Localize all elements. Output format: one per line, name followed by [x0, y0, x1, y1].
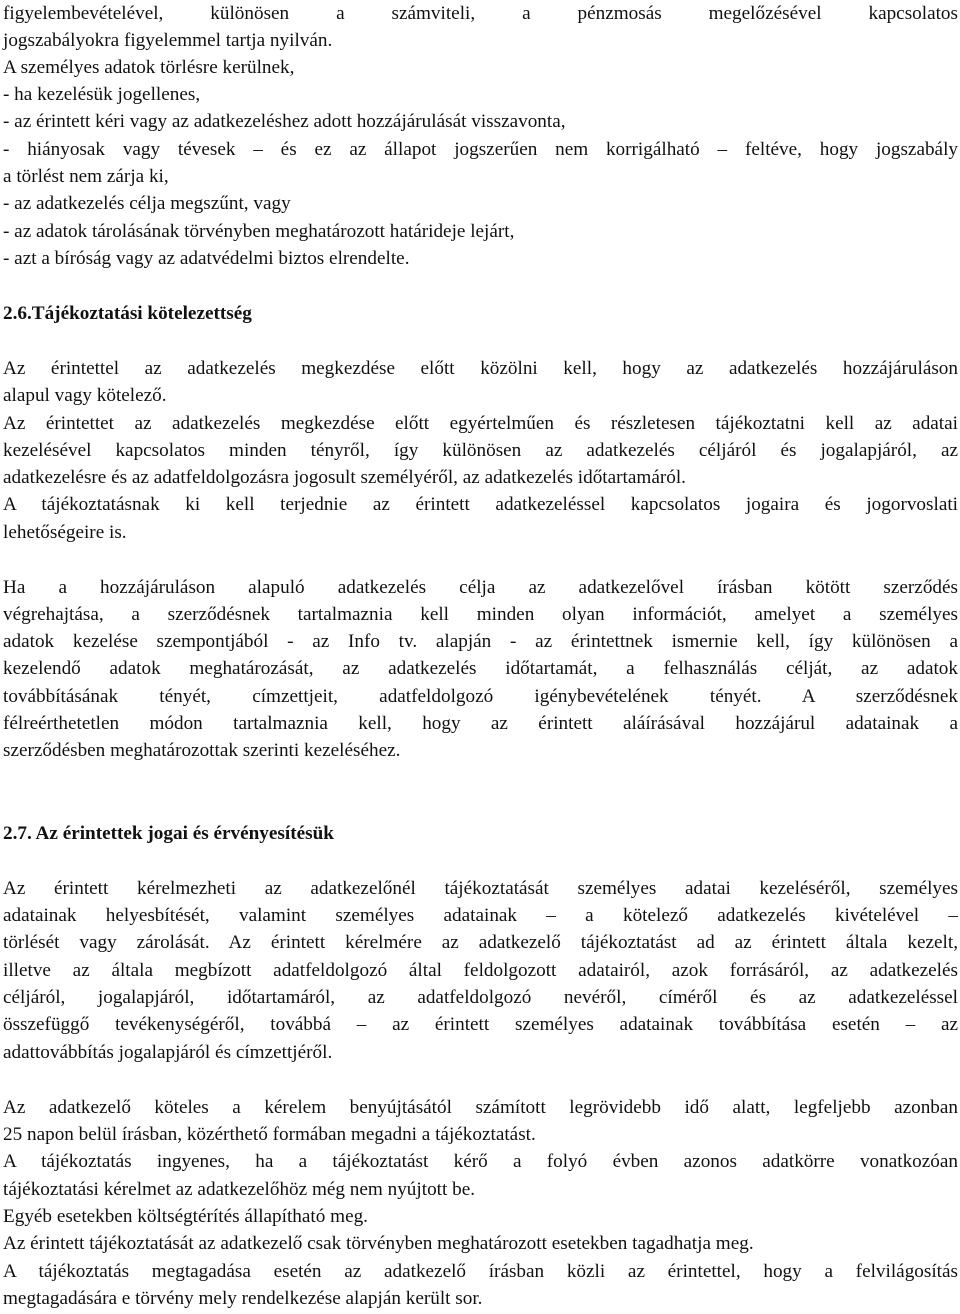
text-line: A személyes adatok törlésre kerülnek, [3, 57, 295, 78]
text-line: Ha a hozzájáruláson alapuló adatkezelés célja az adatkezelővel írásban kötött szerződés [3, 577, 958, 598]
text-line: Az érintett tájékoztatását az adatkezelő csak törvényben meghatározott esetekben tagadhatja meg. [3, 1233, 754, 1254]
text-line: kezelendő adatok meghatározását, az adatkezelés időtartamát, a felhasználás célját, az adatok [3, 658, 958, 679]
text-line: Az érintett kérelmezheti az adatkezelőnél tájékoztatását személyes adatai kezeléséről, személyes [3, 878, 958, 899]
text-line: figyelembevételével, különösen a számviteli, a pénzmosás megelőzésével kapcsolatos [3, 3, 958, 24]
text-line: Az érintettel az adatkezelés megkezdése előtt közölni kell, hogy az adatkezelés hozzájáruláson [3, 358, 958, 379]
text-line: - az érintett kéri vagy az adatkezeléshez adott hozzájárulását visszavonta, [3, 111, 566, 132]
text-line: adatkezelésre és az adatfeldolgozásra jogosult személyéről, az adatkezelés időtartamáról. [3, 467, 686, 488]
text-line: illetve az általa megbízott adatfeldolgozó által feldolgozott adatairól, azok forrásáról, az adatkezelés [3, 960, 958, 981]
text-line: félreérthetetlen módon tartalmaznia kell, hogy az érintett aláírásával hozzájárul adatainak a [3, 713, 958, 734]
text-line: továbbításának tényét, címzettjeit, adatfeldolgozó igénybevételének tényét. A szerződésnek [3, 686, 958, 707]
text-line: - azt a bíróság vagy az adatvédelmi biztos elrendelte. [3, 248, 410, 269]
text-line: megtagadására e törvény mely rendelkezése alapján került sor. [3, 1288, 483, 1309]
text-line: - az adatok tárolásának törvényben meghatározott határideje lejárt, [3, 221, 515, 242]
text-line: jogszabályokra figyelemmel tartja nyilván. [3, 30, 333, 51]
text-line: adatainak helyesbítését, valamint személyes adatainak – a kötelező adatkezelés kivételével – [3, 905, 958, 926]
text-line: kezelésével kapcsolatos minden tényről, így különösen az adatkezelés céljáról és jogalapjáról, az [3, 440, 958, 461]
text-line: Az érintettet az adatkezelés megkezdése előtt egyértelműen és részletesen tájékoztatni kell az adatai [3, 413, 958, 434]
text-line: törlését vagy zárolását. Az érintett kérelmére az adatkezelő tájékoztatást ad az érintett általa kezelt, [3, 932, 958, 953]
text-line: - hiányosak vagy tévesek – és ez az állapot jogszerűen nem korrigálható – feltéve, hogy jogszabály [3, 139, 958, 160]
text-line: szerződésben meghatározottak szerinti kezeléséhez. [3, 740, 401, 761]
text-line: alapul vagy kötelező. [3, 385, 167, 406]
text-line: A tájékoztatás megtagadása esetén az adatkezelő írásban közli az érintettel, hogy a felvilágosítás [3, 1261, 958, 1282]
text-line: lehetőségeire is. [3, 522, 127, 543]
text-line: összefüggő tevékenységéről, továbbá – az érintett személyes adatainak továbbítása esetén – az [3, 1014, 958, 1035]
text-line: céljáról, jogalapjáról, időtartamáról, az adatfeldolgozó nevéről, címéről és az adatkezeléssel [3, 987, 958, 1008]
text-line: Egyéb esetekben költségtérítés állapítható meg. [3, 1206, 368, 1227]
text-line: - az adatkezelés célja megszűnt, vagy [3, 193, 291, 214]
text-line: tájékoztatási kérelmet az adatkezelőhöz még nem nyújtott be. [3, 1179, 476, 1200]
section-heading: 2.6.Tájékoztatási kötelezettség [3, 303, 252, 324]
section-heading: 2.7. Az érintettek jogai és érvényesítésük [3, 823, 334, 844]
text-line: adattovábbítás jogalapjáról és címzettjéről. [3, 1042, 333, 1063]
text-line: 25 napon belül írásban, közérthető formában megadni a tájékoztatást. [3, 1124, 536, 1145]
text-line: adatok kezelése szempontjából - az Info tv. alapján - az érintettnek ismernie kell, így különösen a [3, 631, 958, 652]
text-line: A tájékoztatásnak ki kell terjednie az érintett adatkezeléssel kapcsolatos jogaira és jogorvoslati [3, 494, 958, 515]
text-line: végrehajtása, a szerződésnek tartalmaznia kell minden olyan információt, amelyet a személyes [3, 604, 958, 625]
text-line: a törlést nem zárja ki, [3, 166, 169, 187]
text-line: - ha kezelésük jogellenes, [3, 84, 201, 105]
text-line: A tájékoztatás ingyenes, ha a tájékoztatást kérő a folyó évben azonos adatkörre vonatkozóan [3, 1151, 958, 1172]
text-line: Az adatkezelő köteles a kérelem benyújtásától számított legrövidebb idő alatt, legfeljebb azonban [3, 1097, 958, 1118]
